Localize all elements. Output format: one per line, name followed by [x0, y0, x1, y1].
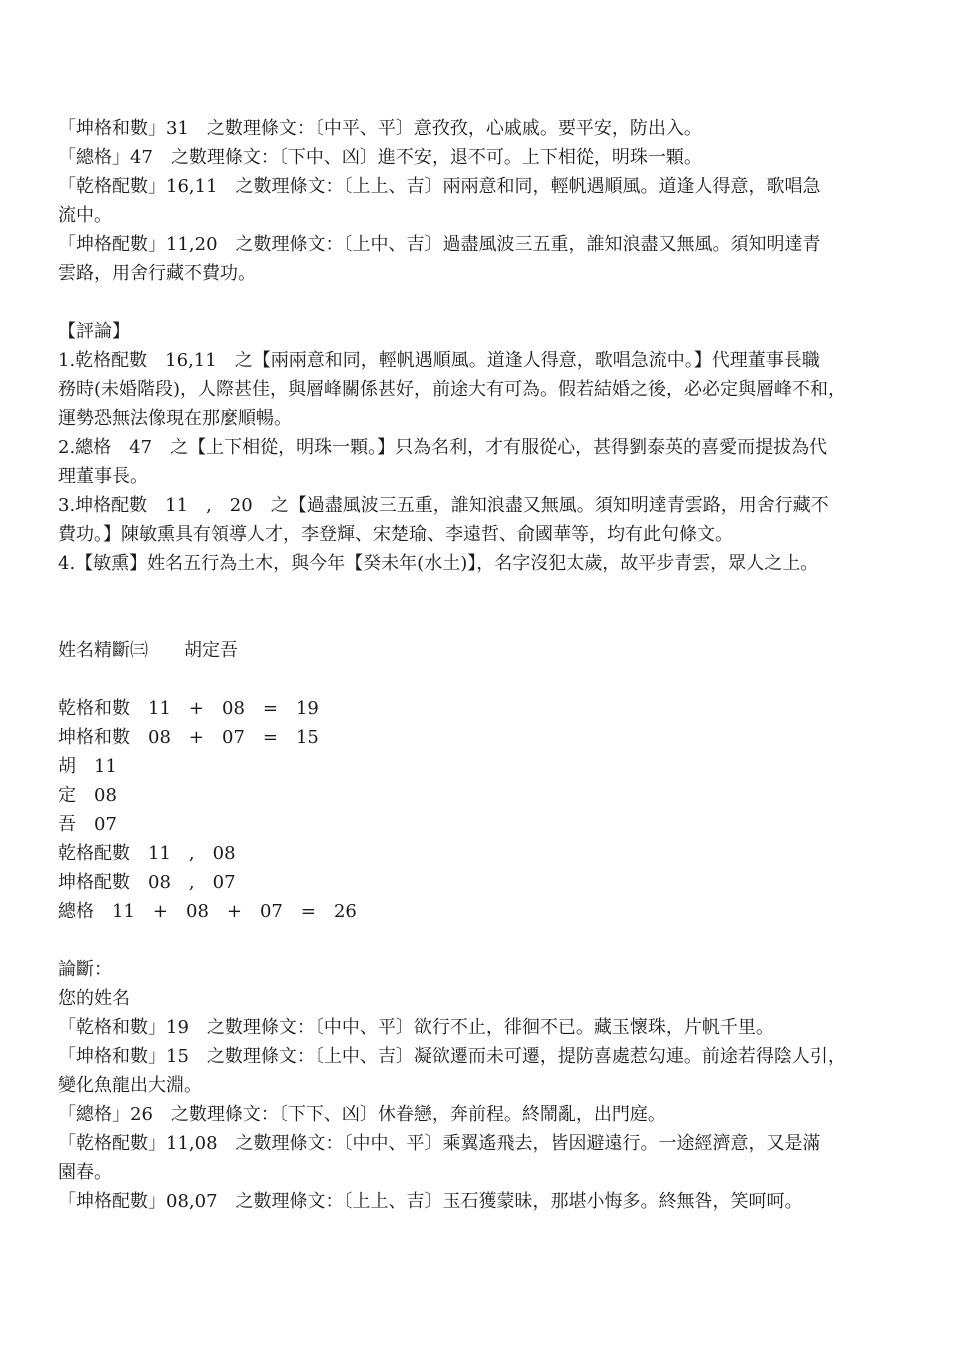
- text-line: 「坤格配數」11,20 之數理條文：〔上中、吉〕過盡風波三五重，誰知浪盡又無風。須知明達青: [58, 234, 821, 255]
- calc-line: 胡 11: [58, 756, 117, 777]
- document-page: [58, 114, 888, 1216]
- previous-section: [58, 114, 888, 288]
- section-title-name: 胡定吾: [184, 640, 238, 661]
- text-line: 「總格」47 之數理條文：〔下中、凶〕進不安，退不可。上下相從，明珠一顆。: [58, 147, 702, 168]
- judgment-subheading: 您的姓名: [58, 988, 130, 1009]
- text-line: 2.總格 47 之【上下相從，明珠一顆。】只為名利，才有服從心，甚得劉泰英的喜愛而提拔為代: [58, 437, 828, 458]
- text-line: 園春。: [58, 1162, 112, 1183]
- text-line: 務時(未婚階段)，人際甚佳，與層峰關係甚好，前途大有可為。假若結婚之後，必必定與層峰不和，: [58, 379, 847, 400]
- text-line: 「坤格和數」15 之數理條文：〔上中、吉〕凝欲遷而未可遷，提防喜處惹勾連。前途若得陰人引，: [58, 1046, 846, 1067]
- text-line: 「乾格和數」19 之數理條文：〔中中、平〕欲行不止，徘徊不已。藏玉懷珠，片帆千里。: [58, 1017, 774, 1038]
- text-line: 理董事長。: [58, 466, 148, 487]
- calc-line: 定 08: [58, 785, 117, 806]
- section-title-label: 姓名精斷㈢: [58, 640, 148, 661]
- calc-line: 吾 07: [58, 814, 117, 835]
- text-line: 「總格」26 之數理條文：〔下下、凶〕休眷戀，奔前程。終鬧亂，出門庭。: [58, 1104, 666, 1125]
- judgment-heading: 論斷：: [58, 959, 112, 980]
- calc-line: 坤格和數 08 + 07 = 15: [58, 727, 319, 748]
- text-line: 運勢恐無法像現在那麼順暢。: [58, 408, 292, 429]
- text-line: 「坤格和數」31 之數理條文：〔中平、平〕意孜孜，心戚戚。要平安，防出入。: [58, 118, 702, 139]
- calc-line: 坤格配數 08 , 07: [58, 872, 236, 893]
- text-line: 1.乾格配數 16,11 之【兩兩意和同，輕帆遇順風。道逢人得意，歌唱急流中。】代理董事長職: [58, 350, 820, 371]
- section-title: [58, 636, 888, 665]
- calculation-block: [58, 694, 888, 926]
- text-line: 「乾格配數」16,11 之數理條文：〔上上、吉〕兩兩意和同，輕帆遇順風。道逢人得意，歌唱急: [58, 176, 821, 197]
- text-line: 流中。: [58, 205, 112, 226]
- judgment-section: [58, 955, 888, 1216]
- calc-line: 乾格配數 11 , 08: [58, 843, 236, 864]
- calc-line: 乾格和數 11 + 08 = 19: [58, 698, 319, 719]
- text-line: 4.【敏熏】姓名五行為土木，與今年【癸未年(水土)】，名字沒犯太歲，故平步青雲，眾人之上。: [58, 553, 819, 574]
- text-line: 雲路，用舍行藏不費功。: [58, 263, 256, 284]
- calc-line: 總格 11 + 08 + 07 = 26: [58, 901, 357, 922]
- text-line: 3.坤格配數 11 , 20 之【過盡風波三五重，誰知浪盡又無風。須知明達青雲路，用舍行藏不: [58, 495, 829, 516]
- review-section: [58, 317, 888, 578]
- text-line: 費功。】陳敏熏具有領導人才，李登輝、宋楚瑜、李遠哲、俞國華等，均有此句條文。: [58, 524, 733, 545]
- text-line: 「坤格配數」08,07 之數理條文：〔上上、吉〕玉石獲蒙昧，那堪小悔多。終無咎，笑呵呵。: [58, 1191, 803, 1212]
- text-line: 變化魚龍出大淵。: [58, 1075, 202, 1096]
- text-line: 「乾格配數」11,08 之數理條文：〔中中、平〕乘翼遙飛去，皆因避遠行。一途經濟意，又是滿: [58, 1133, 821, 1154]
- review-heading: 【評論】: [58, 321, 130, 342]
